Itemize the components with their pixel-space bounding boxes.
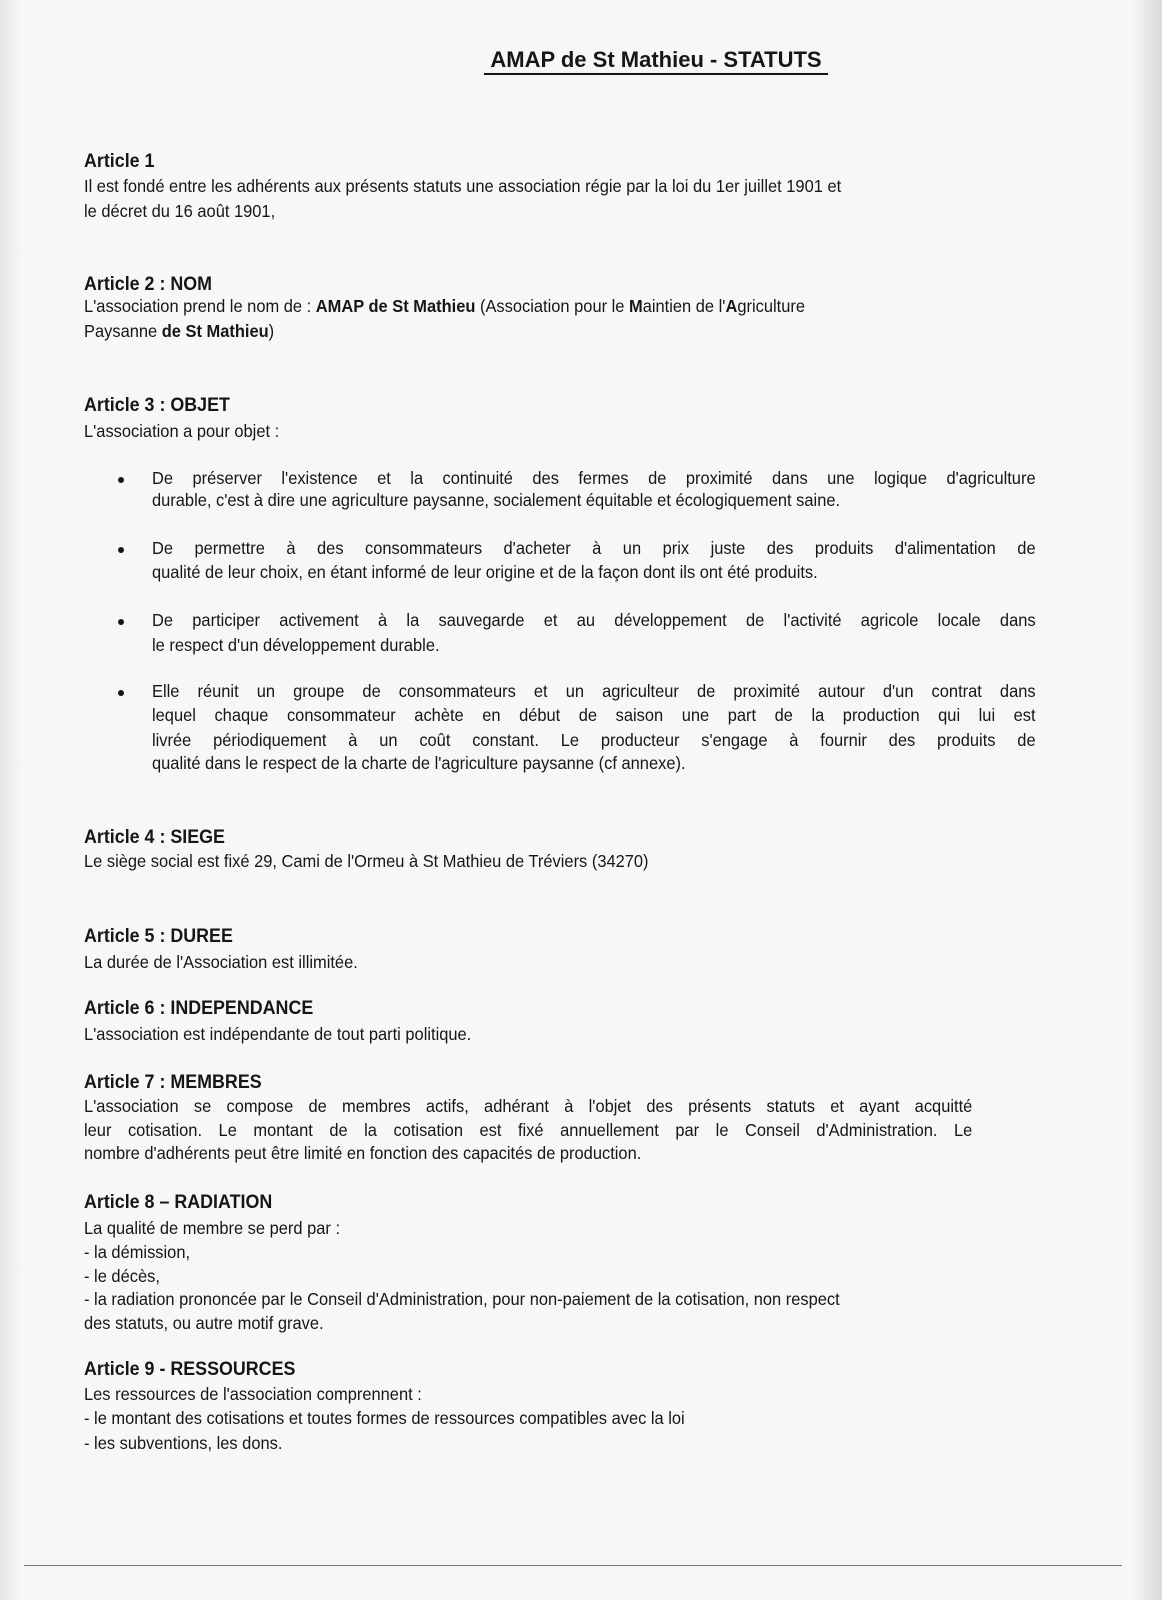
bullet-icon (118, 477, 124, 483)
article-1-text: le décret du 16 août 1901, (84, 201, 276, 221)
article-6-heading: Article 6 : INDEPENDANCE (84, 998, 314, 1019)
bullet-icon (118, 547, 124, 553)
bullet-text: le respect d'un développement durable. (152, 635, 440, 655)
article-8-heading: Article 8 – RADIATION (84, 1192, 273, 1213)
article-9-text: - le montant des cotisations et toutes formes de ressources compatibles avec la loi (84, 1408, 685, 1428)
article-7-heading: Article 7 : MEMBRES (84, 1072, 262, 1093)
bullet-icon (118, 619, 124, 625)
article-9-heading: Article 9 - RESSOURCES (84, 1359, 296, 1380)
footer-divider (24, 1565, 1122, 1566)
article-8-text: - la radiation prononcée par le Conseil d'Administration, pour non-paiement de la cotisation, non respect (84, 1289, 840, 1309)
bullet-text: livrée périodiquement à un coût constant. Le producteur s'engage à fournir des produits de (152, 730, 1036, 750)
article-5-text: La durée de l'Association est illimitée. (84, 952, 358, 972)
article-6-text: L'association est indépendante de tout parti politique. (84, 1024, 472, 1044)
document-title: AMAP de St Mathieu - STATUTS (0, 47, 1162, 73)
bullet-text: De participer activement à la sauvegarde et au développement de l'activité agricole locale dans (152, 610, 1036, 630)
article-8-text: La qualité de membre se perd par : (84, 1218, 341, 1238)
article-7-text: L'association se compose de membres actifs, adhérant à l'objet des présents statuts et ayant acquitté (84, 1096, 973, 1116)
article-3-intro: L'association a pour objet : (84, 421, 280, 441)
article-5-heading: Article 5 : DUREE (84, 926, 233, 947)
article-1-heading: Article 1 (84, 151, 155, 172)
article-3-heading: Article 3 : OBJET (84, 395, 230, 416)
bullet-text: qualité de leur choix, en étant informé de leur origine et de la façon dont ils ont été produits. (152, 562, 818, 582)
article-8-text: - la démission, (84, 1242, 191, 1262)
article-9-text: - les subventions, les dons. (84, 1433, 283, 1453)
bullet-text: De permettre à des consommateurs d'acheter à un prix juste des produits d'alimentation de (152, 538, 1036, 558)
article-4-text: Le siège social est fixé 29, Cami de l'Ormeu à St Mathieu de Tréviers (34270) (84, 851, 649, 871)
bullet-text: durable, c'est à dire une agriculture paysanne, socialement équitable et écologiquement saine. (152, 490, 841, 510)
article-2-text: L'association prend le nom de : AMAP de St Mathieu (Association pour le Maintien de l'Agriculture (84, 296, 805, 316)
article-8-text: - le décès, (84, 1266, 160, 1286)
bullet-icon (118, 690, 124, 696)
article-4-heading: Article 4 : SIEGE (84, 827, 225, 848)
article-1-text: Il est fondé entre les adhérents aux présents statuts une association régie par la loi du 1er juillet 1901 et (84, 176, 842, 196)
bullet-text: De préserver l'existence et la continuité des fermes de proximité dans une logique d'agriculture (152, 468, 1036, 488)
article-7-text: leur cotisation. Le montant de la cotisation est fixé annuellement par le Conseil d'Administration. Le (84, 1120, 973, 1140)
article-8-text: des statuts, ou autre motif grave. (84, 1313, 324, 1333)
article-7-text: nombre d'adhérents peut être limité en fonction des capacités de production. (84, 1143, 642, 1163)
bullet-text: Elle réunit un groupe de consommateurs et un agriculteur de proximité autour d'un contrat dans (152, 681, 1036, 701)
article-9-text: Les ressources de l'association comprennent : (84, 1384, 422, 1404)
article-2-text: Paysanne de St Mathieu) (84, 321, 275, 341)
bullet-text: qualité dans le respect de la charte de l'agriculture paysanne (cf annexe). (152, 753, 686, 773)
article-2-heading: Article 2 : NOM (84, 274, 213, 295)
bullet-text: lequel chaque consommateur achète en début de saison une part de la production qui lui est (152, 705, 1036, 725)
